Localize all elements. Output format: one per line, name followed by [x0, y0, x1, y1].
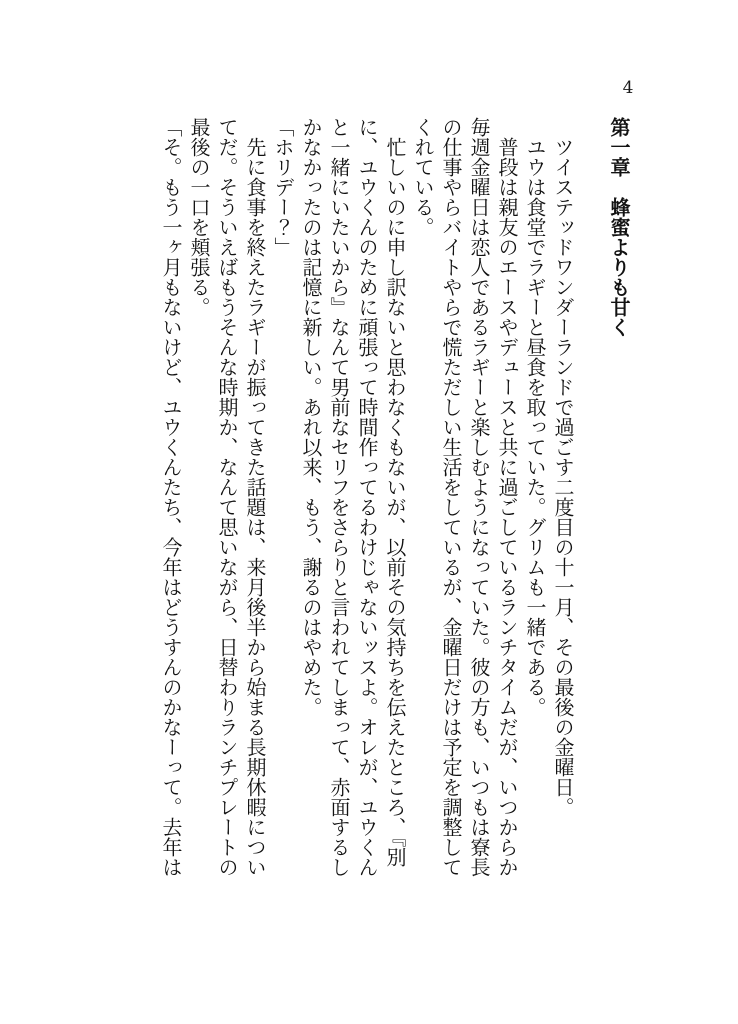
dialogue-line: 「ホリデー？」	[271, 117, 295, 257]
page-number: 4	[622, 78, 634, 98]
paragraph: ツイステッドワンダーランドで過ごす二度目の十一月、その最後の金曜日。	[551, 137, 575, 817]
paragraph: 先に食事を終えたラギーが振ってきた話題は、来月後半から始まる長期休暇についてだ。そういえばもうそんな時期か、なんて思いながら、日替わりランチプレートの最後の一口を頬張る。	[187, 117, 267, 877]
paragraph: 忙しいのに申し訳ないと思わなくもないが、以前その気持ちを伝えたところ、『別に、ユウくんのために頑張って時間作ってるわけじゃないッスよ。オレが、ユウくんと一緒にいたいから』なんて男前なセリフをさらりと言われてしまって、赤面するしかなかったのは記憶に新しい。あれ以来、もう、謝るのはやめた。	[299, 117, 407, 877]
dialogue-line: 「そ。もう一ヶ月もないけど、ユウくんたち、今年はどうすんのかなーって。去年は	[159, 117, 183, 877]
paragraph: ユウは食堂でラギーと昼食を取っていた。グリムも一緒である。	[523, 137, 547, 717]
chapter-title: 第一章 蜂蜜よりも甘く	[607, 117, 631, 337]
page-content	[157, 117, 633, 877]
paragraph: 普段は親友のエースやデュースと共に過ごしているランチタイムだが、いつからか毎週金曜日は恋人であるラギーと楽しむようになっていた。彼の方も、いつもは寮長の仕事やらバイトやらで慌ただしい生活をしているが、金曜日だけは予定を調整してくれている。	[411, 117, 519, 877]
